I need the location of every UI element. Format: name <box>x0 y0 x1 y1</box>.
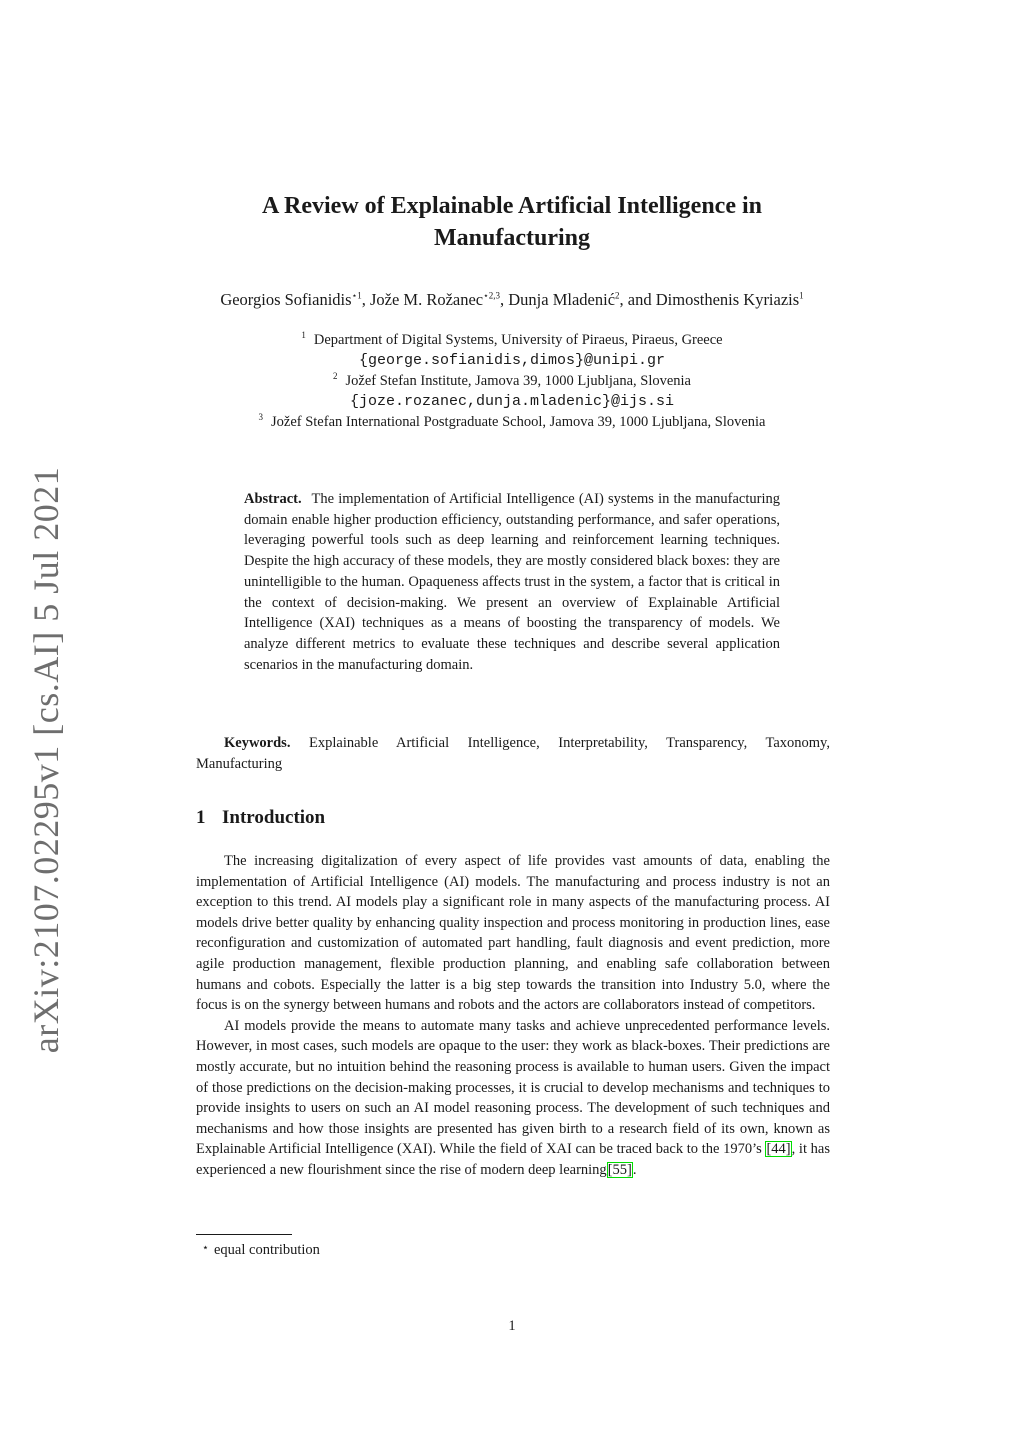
affiliation-text: Jožef Stefan Institute, Jamova 39, 1000 Ljubljana, Slovenia <box>345 373 691 389</box>
author-affiliation-mark: ⋆1 <box>351 290 362 301</box>
author-name: , Dunja Mladenić <box>500 290 616 309</box>
section-heading-introduction <box>196 806 325 830</box>
affiliation-number: 2 <box>332 371 338 382</box>
affiliation-1 <box>150 330 874 351</box>
abstract-text: The implementation of Artificial Intelligence (AI) systems in the manufacturing domain enable higher production efficiency, outstanding performance, and safer operations, leveraging powerful tools such as deep learning and reinforcement learning techniques. Despite the high accuracy of these models, they are mostly considered black boxes: they are unintelligible to the human. Opaqueness affects trust in the system, a factor that is critical in the context of decision-making. We present an overview of Explainable Artificial Intelligence (XAI) techniques as a means of boosting the transparency of models. We analyze different metrics to evaluate these techniques and describe several application scenarios in the manufacturing domain. <box>244 491 780 673</box>
affiliation-2 <box>150 371 874 392</box>
affiliation-2-email: {joze.rozanec,dunja.mladenic}@ijs.si <box>349 392 675 410</box>
paper-title <box>180 190 844 254</box>
author-affiliation-mark: 2 <box>615 290 620 301</box>
affiliation-number: 1 <box>301 330 306 341</box>
section-number: 1 <box>196 807 206 828</box>
keywords <box>196 733 830 774</box>
author-name: , Jože M. Rožanec <box>361 290 484 309</box>
footnote-text: equal contribution <box>214 1242 320 1258</box>
affiliation-list <box>150 330 874 433</box>
author-affiliation-mark: ⋆2,3 <box>483 290 501 301</box>
section-title: Introduction <box>222 807 326 828</box>
paragraph-text: , it has experienced a new flourishment since the rise of modern deep learning <box>196 1141 830 1178</box>
citation-link-55[interactable]: [55] <box>607 1161 632 1178</box>
author-name: Georgios Sofianidis <box>220 290 352 309</box>
paragraph-text: AI models provide the means to automate many tasks and achieve unprecedented performance levels. However, in most cases, such models are opaque to the user: they work as black-boxes. Their predictions are mostly accurate, but no intuition behind the reasoning process is available to human users. Given the impact of those predictions on the decision-making processes, it is crucial to develop mechanisms and techniques to provide insights to users on such an AI model reasoning process. The development of such techniques and mechanisms and how those insights are presented has given birth to a research field of its own, known as Explainable Artificial Intelligence (XAI). While the field of XAI can be traced back to the 1970’s <box>196 1017 830 1158</box>
arxiv-identifier-text: arXiv:2107.02295v1 [cs.AI] 5 Jul 2021 <box>26 466 66 1054</box>
affiliation-text: Jožef Stefan International Postgraduate School, Jamova 39, 1000 Ljubljana, Slovenia <box>271 414 766 430</box>
citation-link-44[interactable]: [44] <box>766 1141 791 1158</box>
keywords-label: Keywords. <box>224 735 291 751</box>
author-affiliation-mark: 1 <box>799 290 804 301</box>
abstract-label: Abstract. <box>244 491 302 507</box>
paragraph-text: . <box>632 1161 637 1178</box>
affiliation-3 <box>150 412 874 433</box>
introduction-body <box>196 851 830 1181</box>
author-list <box>150 288 874 312</box>
page-number: 1 <box>508 1318 516 1334</box>
affiliation-text: Department of Digital Systems, University of Piraeus, Piraeus, Greece <box>313 332 723 348</box>
footnote <box>202 1238 320 1260</box>
keywords-text: Explainable Artificial Intelligence, Interpretability, Transparency, Taxonomy, Manufacturing <box>196 735 830 772</box>
arxiv-identifier-stamp <box>26 466 66 1054</box>
affiliation-1-email: {george.sofianidis,dimos}@unipi.gr <box>358 351 666 369</box>
introduction-paragraph-1: The increasing digitalization of every aspect of life provides vast amounts of data, enabling the implementation of Artificial Intelligence (AI) models. The manufacturing and process industry is not an exception to this trend. AI models play a significant role in many aspects of the manufacturing process. AI models drive better quality by enhancing quality inspection and process monitoring in production lines, ease reconfiguration and customization of automated part handling, fault diagnosis and event prediction, more agile production management, flexible production planning, and enabling safe collaboration between humans and cobots. Especially the latter is a big step towards the transition into Industry 5.0, where the focus is on the synergy between humans and robots and the actors are collaborators instead of competitors. <box>196 853 830 1014</box>
affiliation-number: 3 <box>258 412 263 423</box>
footnote-mark: ⋆ <box>202 1242 209 1254</box>
paper-title-line-1: A Review of Explainable Artificial Intelligence in <box>262 193 762 219</box>
abstract <box>244 489 780 675</box>
author-name: , and Dimosthenis Kyriazis <box>619 290 800 309</box>
footnote-divider <box>196 1234 292 1235</box>
paper-title-line-2: Manufacturing <box>434 225 590 251</box>
introduction-paragraph-2 <box>196 1016 830 1181</box>
